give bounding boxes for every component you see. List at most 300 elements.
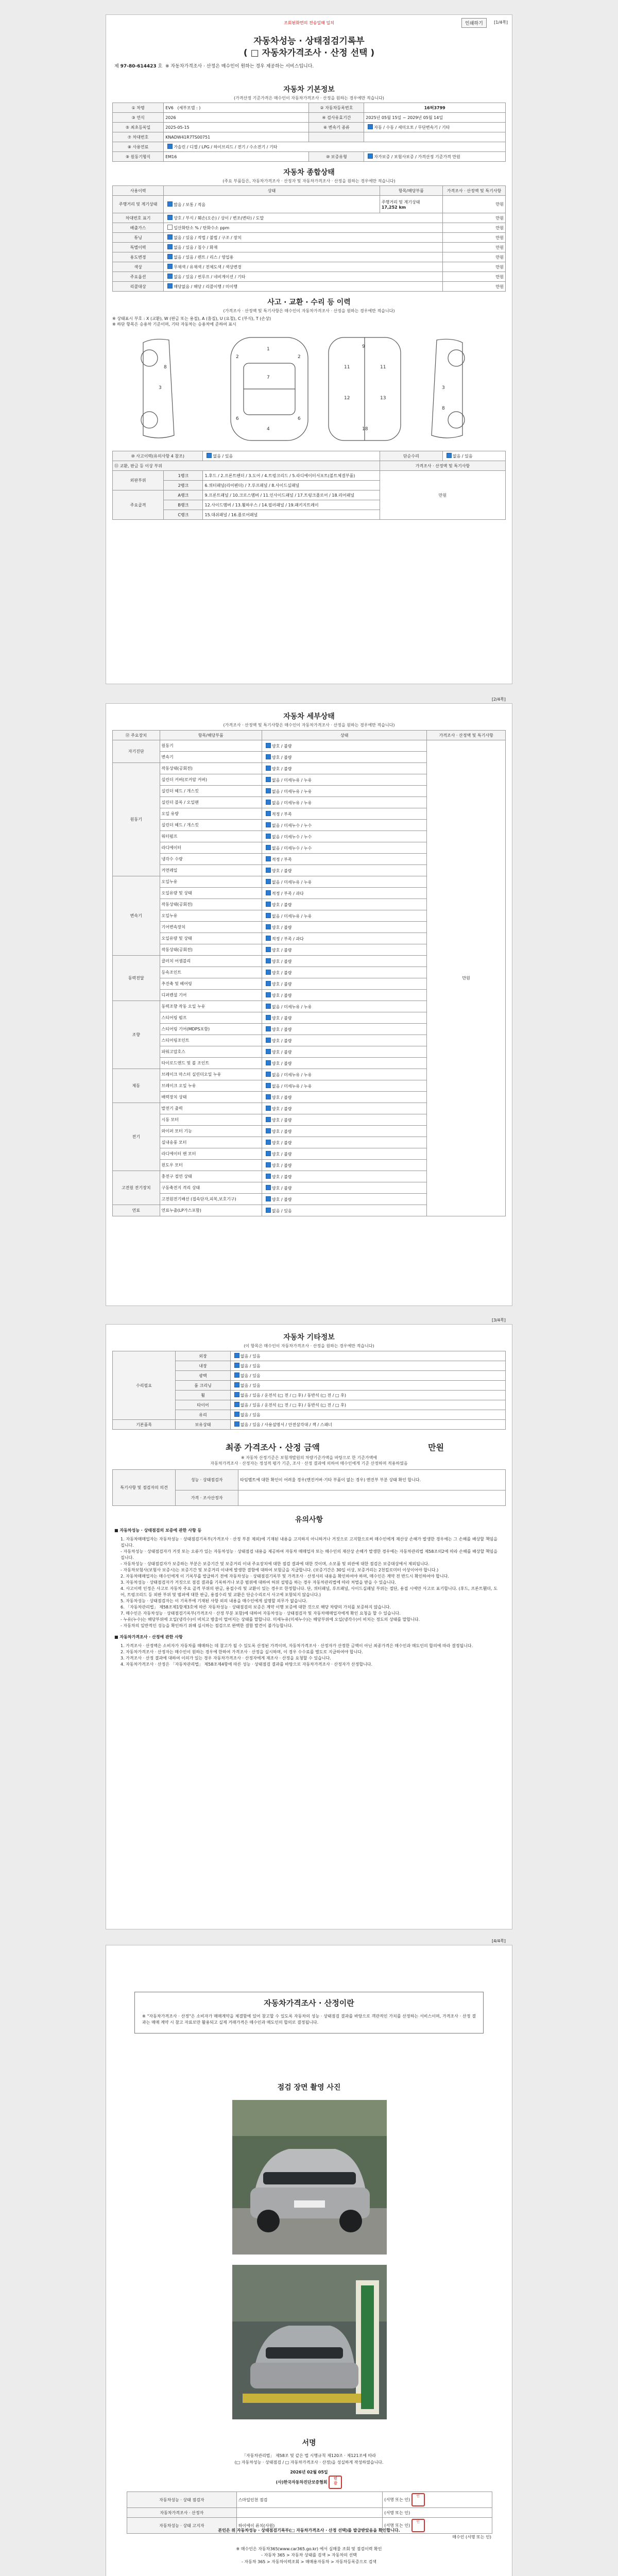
part-name: 등속조인트 (160, 967, 262, 978)
checkbox-icon (167, 274, 173, 279)
notice-text: 조회된화면의 전송일때 일치 (284, 21, 334, 25)
accident-legend-2: ※ 하단 항목은 승용차 기준이며, 기타 자동차는 승용차에 준하여 표시 (112, 322, 236, 327)
other-state-value: 없음 / 있음 / 운전석 (□ 전 / □ 후) / 동반석 (□ 전 / □ 후) (240, 1393, 346, 1398)
part-state (262, 1171, 426, 1182)
part-state (262, 876, 426, 888)
part-name: 실린더 헤드 / 개스킷 (160, 820, 262, 831)
part-state-value: 없음 / 미세누유 / 누유 (271, 1083, 312, 1089)
checkbox-icon (266, 902, 271, 907)
caution-part-1: ■ 자동차성능 · 상태점검의 보증에 관한 사항 등 (114, 1528, 202, 1533)
detail-table (112, 730, 506, 1216)
doc-no-label: 제 (114, 63, 119, 69)
doc-title: 자동차성능 · 상태점검기록부 (253, 36, 365, 46)
device-group: 조향 (113, 1001, 160, 1069)
table-row (113, 1351, 506, 1361)
part-name: 오일유량 및 상태 (160, 933, 262, 944)
part-state-value: 양호 / 불량 (271, 1038, 292, 1043)
part-state (262, 797, 426, 808)
document-page-3 (106, 1324, 512, 1929)
detail-title: 자동차 세부상태 (283, 713, 335, 721)
part-name: 윈도우 모터 (160, 1160, 262, 1171)
col-item: 항목/해당부품 (380, 186, 442, 196)
footer-2: - 자동차 365 > 자동차 상태를 검색 > 자동차의 선택 (261, 2553, 357, 2558)
other-item: 유리 (176, 1410, 231, 1420)
table-row (113, 262, 506, 272)
part-name: 작동상태(공회전) (160, 944, 262, 956)
sig-text: (서명 또는 인) (384, 2523, 410, 2528)
part-state-value: 없음 / 미세누수 / 누수 (271, 834, 312, 839)
special-table (112, 1469, 506, 1506)
checkbox-icon (167, 201, 173, 207)
seal-stamp-icon: 인 (411, 2519, 425, 2532)
part-state (262, 1114, 426, 1126)
document-page-1 (106, 14, 512, 684)
checkbox-icon (266, 981, 271, 986)
receipt-signature: 매수인 (서명 또는 인) (452, 2534, 491, 2539)
other-item: 광택 (176, 1371, 231, 1381)
checkbox-icon (167, 234, 173, 240)
checkbox-icon (266, 1162, 271, 1167)
label-car-name: ① 차명 (113, 103, 164, 113)
part-state (262, 865, 426, 876)
rank-c-items: 15.대쉬패널 / 16.플로어패널 (203, 510, 380, 520)
accident-price: 만원 (380, 471, 505, 520)
svg-text:2: 2 (298, 354, 301, 360)
part-state (262, 1205, 426, 1216)
page-number: [4/4쪽] (492, 1939, 506, 1943)
table-row (113, 223, 506, 233)
checkbox-icon (266, 766, 271, 771)
checkbox-icon (266, 1106, 271, 1111)
part-name: 파워고압호스 (160, 1046, 262, 1058)
part-state-value: 양호 / 불량 (271, 1027, 292, 1032)
part-name: 추진축 및 베어링 (160, 978, 262, 990)
part-state (262, 774, 426, 786)
caution-q2: 2. 자동차가격조사 · 산정자는 매수인이 원하는 경우에 한하여 가격조사 · 산정을 실시하며, 이 경우 수수료를 별도로 지급하여야 합니다. (121, 1650, 363, 1654)
checkbox-icon (368, 154, 373, 159)
checkbox-icon (266, 1196, 271, 1201)
part-state-value: 양호 / 불량 (271, 947, 292, 953)
car-model: (세부모델 : ) (177, 105, 201, 110)
part-name: 작동상태(공회전) (160, 763, 262, 774)
other-state (230, 1361, 505, 1371)
history-label: ⑩ 사고이력(유의사항 4 참조) (113, 451, 203, 461)
part-name: 와이퍼 모터 기능 (160, 1126, 262, 1137)
checkbox-icon (266, 1094, 271, 1099)
label-warranty: ⑩ 보증유형 (309, 152, 364, 162)
other-item: 휠 (176, 1391, 231, 1400)
part-state-value: 양호 / 불량 (271, 1117, 292, 1123)
part-state (262, 888, 426, 899)
table-row (113, 233, 506, 243)
part-state-value: 양호 / 불량 (271, 868, 292, 873)
detail-price: 만원 (427, 740, 506, 1216)
part-state (262, 831, 426, 842)
checkbox-icon (266, 1049, 271, 1054)
part-state-value: 양호 / 불량 (271, 1163, 292, 1168)
part-state-value: 양호 / 불량 (271, 766, 292, 771)
part-state (262, 1137, 426, 1148)
part-state (262, 1126, 426, 1137)
checkbox-icon (266, 800, 271, 805)
other-group: 기본품목 (113, 1420, 176, 1430)
other-note: (이 항목은 매수인이 자동차가격조사 · 산정을 원하는 경우에만 적습니다) (244, 1344, 374, 1348)
svg-text:6: 6 (236, 416, 239, 421)
checkbox-icon (368, 124, 373, 129)
other-item: 내장 (176, 1361, 231, 1371)
doc-notice: ※ 자동차가격조사 · 산정은 매수인이 원하는 경우 제공하는 서비스입니다. (165, 63, 314, 69)
checkbox-icon (266, 1151, 271, 1156)
part-state (262, 1148, 426, 1160)
appraiser-opinion (238, 1490, 506, 1506)
print-button[interactable]: 인쇄하기 (461, 18, 487, 28)
checkbox-icon (266, 1174, 271, 1179)
part-state (262, 786, 426, 797)
table-row (127, 2492, 492, 2508)
basic-note: (가격산정 기준가격은 매수인이 자동차가격조사 · 산정을 원하는 경우에만 적습니다) (234, 96, 384, 100)
part-state-value: 양호 / 불량 (271, 1095, 292, 1100)
fuel-value: 가솔린 / 디젤 / LPG / 하이브리드 / 전기 / 수소전기 / 기타 (174, 145, 278, 149)
overall-note: (주요 부품들은, 자동차가격조사 · 산정자 및 자동차가격조사 · 산정을 원하는 경우에만 적습니다) (222, 179, 396, 183)
part-state-value: 없음 / 미세누유 / 누유 (271, 789, 312, 794)
inspection-period: 2025년 05월 15일 ~ 2029년 05월 14일 (364, 113, 506, 123)
sig-label: 자동차가격조사 · 산정자 (127, 2508, 237, 2518)
svg-text:11: 11 (380, 365, 386, 370)
part-state-value: 양호 / 불량 (271, 1061, 292, 1066)
part-state-value: 양호 / 불량 (271, 993, 292, 998)
part-state (262, 752, 426, 763)
part-state-value: 양호 / 불량 (271, 1174, 292, 1179)
col-price: 가격조사 · 산정액 및 특기사항 (442, 186, 505, 196)
svg-text:8: 8 (164, 365, 167, 370)
row-price: 만원 (442, 233, 505, 243)
caution-q4: 4. 자동차가격조사 · 산정은 「자동차관리법」 제58조제4항에 따른 성능 · 상태점검 결과를 바탕으로 자동차가격조사 · 산정자가 산정합니다. (121, 1662, 373, 1667)
other-item: 룸 크리닝 (176, 1381, 231, 1391)
other-title: 자동차 기타정보 (283, 1333, 335, 1342)
rank-b: B랭크 (164, 500, 203, 510)
col-device: ⑫ 주요장치 (113, 731, 160, 740)
vin: KNADW41R7TS00751 (164, 132, 309, 142)
other-state (230, 1371, 505, 1381)
inspector-label: 성능 · 상태점검자 (176, 1470, 238, 1490)
accident-note: (가격조사 · 산정액 및 특기사항은 매수인이 자동차가격조사 · 산정을 원하는 경우에만 적습니다) (223, 309, 395, 313)
final-note: ※ 자동차 산정기준은 보험개발원의 차량기준가액을 바탕으로 한 기준가액에 (241, 1455, 377, 1460)
checkbox-icon (266, 743, 271, 748)
checkbox-icon (234, 1363, 239, 1368)
engine-type: EM16 (164, 152, 309, 162)
rank-a-items: 9.프론트패널 / 10.크로스멤버 / 11.인사이드패널 / 17.트렁크플로어 / 18.리어패널 (203, 490, 380, 500)
row-label: 배출가스 (113, 223, 164, 233)
row-state: 해당없음 / 해당 / 리콜이행 / 미이행 (174, 284, 237, 289)
part-state-value: 적정 / 부족 (271, 857, 292, 862)
part-state (262, 990, 426, 1001)
checkbox-icon (266, 1015, 271, 1020)
final-title: 최종 가격조사 · 산정 금액 (226, 1443, 320, 1452)
part-state (262, 854, 426, 865)
part-name: 냉각수 수량 (160, 854, 262, 865)
part-state-value: 없음 / 미세누유 / 누유 (271, 1072, 312, 1077)
part-state (262, 1046, 426, 1058)
plate-number: 16허3799 (364, 103, 506, 113)
checkbox-icon (447, 453, 452, 458)
checkbox-icon (266, 754, 271, 759)
detail-note: (가격조사 · 산정액 및 특기사항은 매수인이 자동차가격조사 · 산정을 원하는 경우에만 적습니다) (223, 723, 395, 727)
car-front-photo-icon (232, 2100, 387, 2255)
part-name: 클러치 어셈블리 (160, 956, 262, 967)
fuel-options (164, 142, 506, 152)
part-name: 원동기 (160, 740, 262, 752)
row-state: 일산화탄소 % / 탄화수소 ppm (174, 226, 230, 230)
accident-legend: ※ 상태표시 부호 : X (교환), W (판금 또는 용접), A (흠집), U (요철), C (부식), T (손상) (112, 316, 271, 321)
table-row (113, 132, 506, 142)
part-state-value: 없음 / 미세누수 / 누수 (271, 845, 312, 851)
sign-line-1: 「자동차관리법」 제58조 및 같은 법 시행규칙 제120조 · 제121조에 따라 (242, 2453, 376, 2458)
basic-table (112, 103, 506, 162)
svg-text:13: 13 (380, 396, 386, 401)
footer-3: - 자동차 365 > 자동차이력조회 > 매매용자동차 > 자동차등록증으로 검색 (241, 2560, 377, 2565)
row-price: 만원 (442, 213, 505, 223)
part-state (262, 740, 426, 752)
svg-text:4: 4 (267, 427, 270, 432)
sig-name: 스마일인천 점검 (236, 2492, 383, 2508)
row-state: 없음 / 있음 / 렌트 / 리스 / 영업용 (174, 255, 234, 260)
outer-label: 외판부위 (113, 471, 164, 490)
other-state-value: 없음 / 있음 / 운전석 (□ 전 / □ 후) / 동반석 (□ 전 / □ 후) (240, 1403, 346, 1408)
label-engine: ⑨ 원동기형식 (113, 152, 164, 162)
checkbox-icon (234, 1353, 239, 1358)
part-state-value: 양호 / 불량 (271, 902, 292, 907)
overall-table (112, 185, 506, 292)
label-fuel: ⑧ 사용연료 (113, 142, 164, 152)
part-name: 실린더 헤드 / 개스킷 (160, 786, 262, 797)
row-label: 용도변경 (113, 252, 164, 262)
checkbox-icon (234, 1372, 239, 1378)
first-registration: 2025-05-15 (164, 123, 309, 132)
inner-label: 주요골격 (113, 490, 164, 520)
part-name: 브레이크 오일 누유 (160, 1080, 262, 1092)
checkbox-icon (167, 144, 173, 149)
rank-2: 2랭크 (164, 481, 203, 490)
table-row (113, 196, 506, 213)
part-state (262, 978, 426, 990)
checkbox-icon (266, 1208, 271, 1213)
other-state (230, 1351, 505, 1361)
part-name: 스티어링조인트 (160, 1035, 262, 1046)
device-group: 동력전달 (113, 956, 160, 1001)
rank-b-items: 12.사이드멤버 / 13.휠하우스 / 14.필러패널 / 19.패키지트레이 (203, 500, 380, 510)
other-state-value: 없음 / 있음 (240, 1374, 261, 1378)
part-name: 배력장치 상태 (160, 1092, 262, 1103)
part-name: 디퍼렌셜 기어 (160, 990, 262, 1001)
part-state-value: 양호 / 불량 (271, 1185, 292, 1191)
row-price: 만원 (442, 272, 505, 282)
mileage-label: 주행거리 및 계기상태 (381, 199, 420, 205)
svg-text:3: 3 (442, 385, 445, 391)
row-label: 색상 (113, 262, 164, 272)
col-price: 가격조사 · 산정액 및 특기사항 (427, 731, 506, 740)
part-name: 오일 유량 (160, 808, 262, 820)
part-state-value: 없음 / 미세누유 / 누유 (271, 777, 312, 783)
inspector-opinion: 타임벨트에 대한 확인이 어려울 경우(엔진커버·기타 부품이 없는 경우) 엔진부 부분 상태 확인 합니다. (238, 1470, 506, 1490)
row-label: 차대번호 표기 (113, 213, 164, 223)
caution-title: 유의사항 (295, 1516, 323, 1524)
caution-part-2: ■ 자동차가격조사 · 산정에 관한 사항 (114, 1635, 183, 1639)
part-state (262, 1058, 426, 1069)
part-state (262, 1092, 426, 1103)
rank-c: C랭크 (164, 510, 203, 520)
checkbox-icon (266, 845, 271, 850)
table-row (113, 272, 506, 282)
checkbox-icon (167, 225, 173, 230)
checkbox-icon (266, 913, 271, 918)
checkbox-icon (266, 1128, 271, 1133)
part-state (262, 1024, 426, 1035)
checkbox-icon (266, 777, 271, 782)
caution-p7: 4. 사고이력 인정은 사고로 자동차 주요 골격 부위의 판금, 용접수리 및 교환이 있는 경우로 한정합니다. 단, 쿼터패널, 루프패널, 사이드실패널 부위는 절단, 용접 시에만 사고로 표기합니다. (후드, 프론트휀더, 도어, 트렁크리드 등 외판 부위 및 범퍼에 대한 판금, 용접수리 및 교환은 단순수리로서 사고에 포함되지 않습니다.) (121, 1586, 497, 1597)
overall-title: 자동차 종합상태 (283, 168, 335, 177)
model-year: 2026 (164, 113, 309, 123)
col-state: 상태 (262, 731, 426, 740)
part-state (262, 944, 426, 956)
part-state-value: 양호 / 불량 (271, 743, 292, 749)
seal-stamp-icon: 인 감 (329, 2476, 342, 2489)
part-state-value: 양호 / 불량 (271, 970, 292, 975)
part-state (262, 1160, 426, 1171)
intro-box (134, 1992, 484, 2033)
basic-title: 자동차 기본정보 (283, 86, 335, 94)
checkbox-icon (266, 936, 271, 941)
doc-no-suffix: 호 (158, 63, 163, 69)
label-inspection: ④ 검사유효기간 (309, 113, 364, 123)
checkbox-icon (234, 1382, 239, 1387)
sig-cell (383, 2492, 492, 2508)
part-name: 실린더 블록 / 오일팬 (160, 797, 262, 808)
rank-1-items: 1.후드 / 2.프론트펜더 / 3.도어 / 4.트렁크리드 / 5.라디에이터서포트(볼트체결부품) (203, 471, 380, 481)
checkbox-icon (266, 970, 271, 975)
part-state-value: 양호 / 불량 (271, 1151, 292, 1157)
row-state: 없음 / 있음 / 썬루프 / 네비게이션 / 기타 (174, 275, 246, 279)
caution-p6: 3. 자동차성능 · 상태점검자가 거짓으로 점검 결과를 기록하거나 보증 범위에 대하여 허위 설명을 하는 경우 자동차관리법에 따라 처벌을 받을 수 있습니다. (121, 1580, 396, 1585)
caution-p2: - 자동차성능 · 상태점검자가 거짓 또는 오류가 있는 자동차성능 · 상태점검 내용을 제공하여 자동차 매매업자 또는 매수인의 재산상 손해가 발생한 경우에는 자동차관리법 제58조의2에 따라 손해를 배상할 책임을 집니다. (121, 1549, 497, 1560)
other-state-value: 없음 / 있음 (240, 1413, 261, 1417)
part-state-value: 적정 / 부족 / 과다 (271, 891, 304, 896)
checkbox-icon (266, 856, 271, 861)
table-row (113, 243, 506, 252)
checkbox-icon (266, 879, 271, 884)
checkbox-icon (266, 947, 271, 952)
rank-1: 1랭크 (164, 471, 203, 481)
part-state-value: 양호 / 불량 (271, 755, 292, 760)
row-price: 만원 (442, 262, 505, 272)
part-state (262, 1194, 426, 1205)
part-state (262, 820, 426, 831)
checkbox-icon (167, 254, 173, 259)
row-price: 만원 (442, 282, 505, 292)
device-group: 자기진단 (113, 740, 160, 763)
part-state (262, 967, 426, 978)
other-group: 수리필요 (113, 1351, 176, 1420)
part-state-value: 양호 / 불량 (271, 981, 292, 987)
checkbox-icon (266, 1117, 271, 1122)
table-row (113, 471, 506, 481)
part-state-value: 양호 / 불량 (271, 959, 292, 964)
page-number: [3/4쪽] (492, 1318, 506, 1323)
svg-text:7: 7 (267, 375, 270, 380)
checkbox-icon (167, 264, 173, 269)
part-state-value: 없음 / 미세누유 / 누유 (271, 913, 312, 919)
table-row (113, 142, 506, 152)
part-state-value: 없음 / 있음 (271, 1208, 292, 1213)
caution-p1: 1. 자동차매매업자는 자동차성능 · 상태점검기록부(가격조사 · 산정 부분 제외)에 기재된 내용을 고지하지 아니하거나 거짓으로 고지함으로써 매수인에게 재산상 손해가 발생한 경우에는 그 손해를 배상할 책임을 집니다. (121, 1537, 497, 1548)
part-state (262, 1001, 426, 1012)
sign-title: 서명 (302, 2439, 316, 2447)
part-state (262, 1012, 426, 1024)
part-name: 변속기 (160, 752, 262, 763)
caution-p9: 6. 「자동차관리법」 제58조제1항제3호에 따른 자동차성능 · 상태점검의 보증은 계약 이행 보증에 대한 것으로 해당 차량의 가치를 보증하지 않습니다. (121, 1605, 391, 1609)
part-name: 커먼레일 (160, 865, 262, 876)
part-name: 작동상태(공회전) (160, 899, 262, 910)
part-name: 오일누유 (160, 910, 262, 922)
part-name: 오일유량 및 상태 (160, 888, 262, 899)
caution-p12: - 자동차의 일반적인 성능을 확인하기 위해 실시하는 점검으로 완벽한 결함 발견이 불가능합니다. (121, 1623, 293, 1628)
part-state (262, 1103, 426, 1114)
table-row (113, 213, 506, 223)
svg-text:2: 2 (236, 354, 239, 360)
footer-1: ※ 매수인은 자동차365(www.car365.go.kr) 에서 실매물 조회 및 점검이력 확인 (236, 2546, 382, 2551)
checkbox-icon (266, 788, 271, 793)
col-state: 상태 (164, 186, 380, 196)
checkbox-icon (266, 834, 271, 839)
sign-org: (사)한국자동차진단보증협회 (276, 2480, 328, 2485)
car-lift-photo-icon (232, 2265, 387, 2419)
part-name: 고전원전기배선 (접속단자,피복,보호기구) (160, 1194, 262, 1205)
col-part: 항목/해당부품 (160, 731, 262, 740)
part-state-value: 없음 / 미세누유 / 누유 (271, 800, 312, 805)
label-year: ③ 연식 (113, 113, 164, 123)
caution-p3: - 자동차성능 · 상태점검자가 보증하는 부분은 보증기간 및 보증거리 이내 주요장치에 대한 점검 결과에 대한 것이며, 소모품 및 외관에 대한 점검은 보증대상에서 제외됩니다. (121, 1562, 430, 1566)
repair-label: 단순수리 (380, 451, 442, 461)
table-row (113, 252, 506, 262)
other-state (230, 1410, 505, 1420)
row-state: 무채색 / 유채색 / 전체도색 / 색상변경 (174, 265, 242, 269)
label-first-reg: ⑤ 최초등록일 (113, 123, 164, 132)
checkbox-icon (266, 1185, 271, 1190)
part-state-value: 양호 / 불량 (271, 925, 292, 930)
row-label: 특별이력 (113, 243, 164, 252)
table-row (113, 152, 506, 162)
part-state (262, 1080, 426, 1092)
table-row (127, 2508, 492, 2518)
appraiser-label: 가격 · 조사산정자 (176, 1490, 238, 1506)
receipt-text: 본인은 위 자동차성능 · 상태점검기록부(□ 자동차가격조사 · 산정 선택)를 발급받았음을 확인합니다. (218, 2528, 400, 2533)
svg-text:3: 3 (159, 385, 162, 391)
table-row (113, 113, 506, 123)
caution-p11: - 누유(누수)는 해당부위에 오일(냉각수)이 비치고 방울이 떨어지는 상태를 말합니다. 미세누유(미세누수)는 해당부위에 오일(냉각수)이 비치는 정도의 상태를 말합니다. (121, 1617, 420, 1622)
history-value: 없음 / 있음 (213, 454, 233, 459)
final-unit: 만원 (428, 1443, 444, 1452)
other-item: 보유상태 (176, 1420, 231, 1430)
doc-no: 97-80-614423 (120, 63, 157, 69)
checkbox-icon (266, 992, 271, 997)
final-note-2: 자동차가격조사 · 산정자는 정성적 평가 기준, 조사 · 산정 결과에 의하여 매수인에게 기준 산정하며 적용하였음 (210, 1461, 408, 1466)
car-diagram (112, 327, 507, 451)
table-row (113, 1470, 506, 1490)
part-name: 실린더 커버(로커암 커버) (160, 774, 262, 786)
table-row (113, 123, 506, 132)
checkbox-icon (266, 1072, 271, 1077)
table-row (113, 282, 506, 292)
part-state (262, 1035, 426, 1046)
